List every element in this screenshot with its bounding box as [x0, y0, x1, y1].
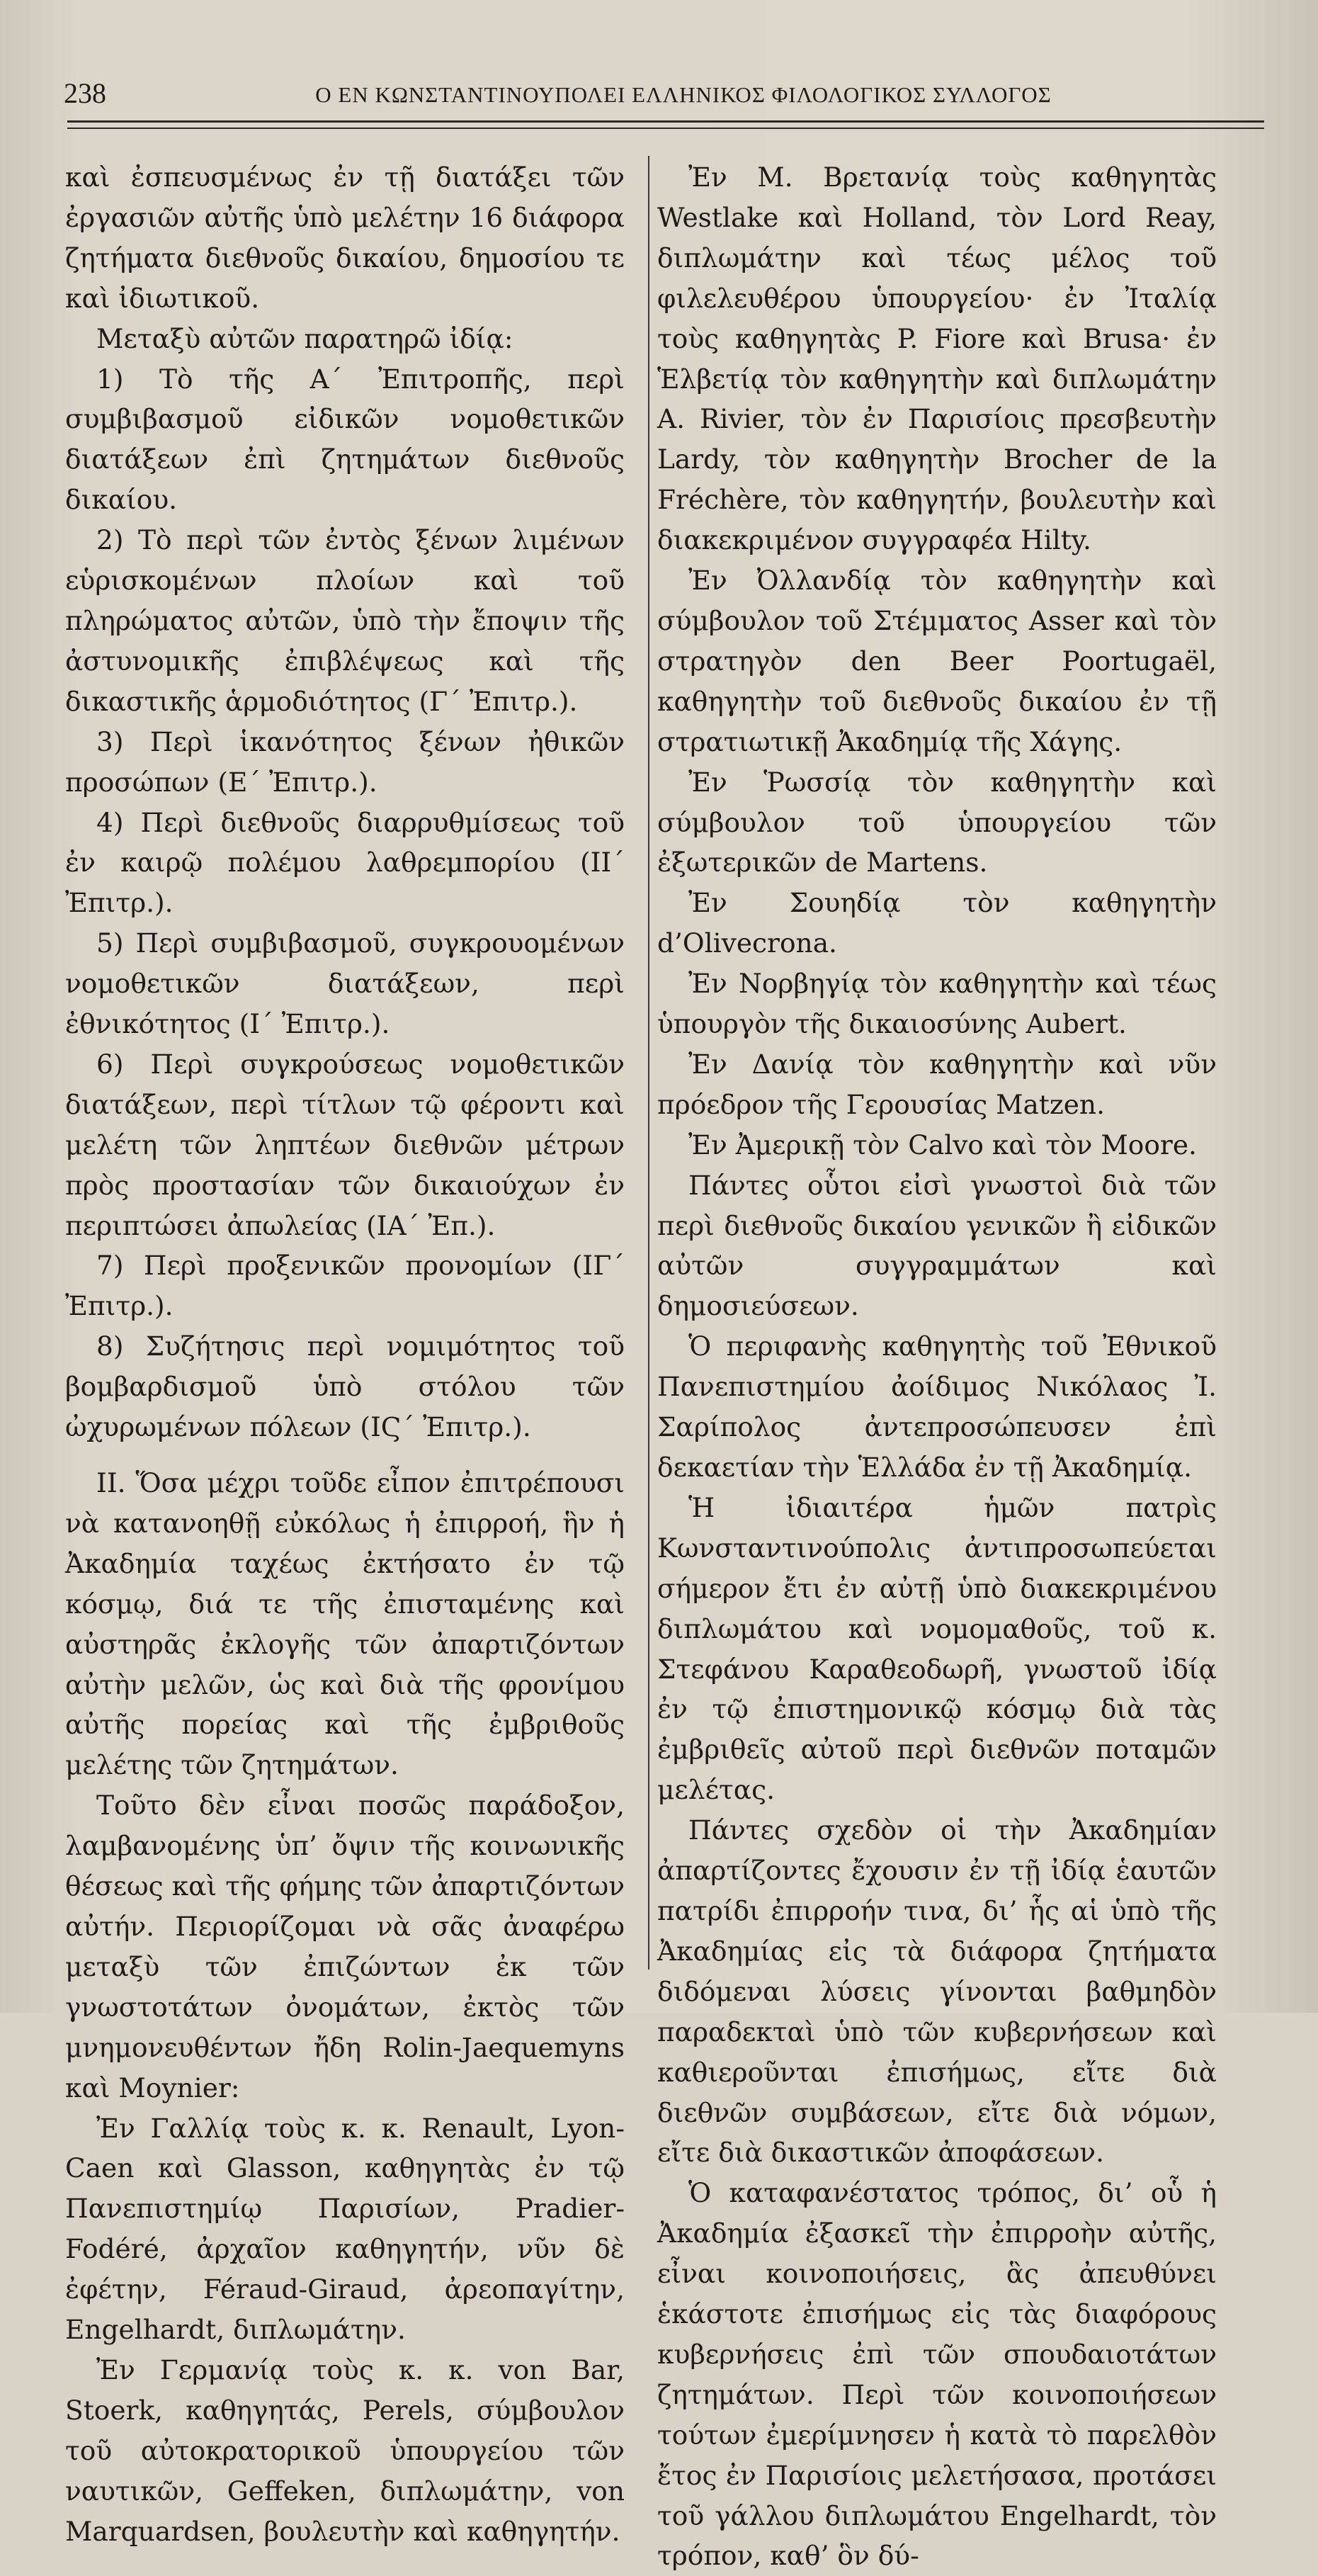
paragraph: Ἐν Σουηδίᾳ τὸν καθηγητὴν d’Olivecrona. — [657, 887, 1217, 959]
list-item: 2) Τὸ περὶ τῶν ἐντὸς ξένων λιμένων εὑρισκομένων πλοίων καὶ τοῦ πληρώματος αὐτῶν, ὑπὸ τὴν ἔποψιν τῆς ἀστυνομικῆς ἐπιβλέψεως καὶ τῆς δικαστικῆς ἁρμοδιότητος (Γ΄ Ἐπιτρ.). — [65, 524, 625, 717]
list-item: 6) Περὶ συγκρούσεως νομοθετικῶν διατάξεων, περὶ τίτλων τῷ φέροντι καὶ μελέτη τῶν ληπτέων διεθνῶν μέτρων πρὸς προστασίαν τῶν δικαιούχων ἐν περιπτώσει ἀπωλείας (ΙΑ΄ Ἐπ.). — [65, 1048, 625, 1241]
paragraph: Πάντες οὗτοι εἰσὶ γνωστοὶ διὰ τῶν περὶ διεθνοῦς δικαίου γενικῶν ἢ εἰδικῶν αὐτῶν συγγραμμάτων καὶ δημοσιεύσεων. — [657, 1169, 1217, 1322]
paragraph: Ἐν Γαλλίᾳ τοὺς κ. κ. Renault, Lyon-Caen καὶ Glasson, καθηγητὰς ἐν τῷ Πανεπιστημίῳ Παρισίων, Pradier-Fodéré, ἀρχαῖον καθηγητήν, νῦν δὲ ἐφέτην, Féraud-Giraud, ἀρεοπαγίτην, Engelhardt, διπλωμάτην. — [65, 2112, 625, 2346]
paragraph: Ἐν Ῥωσσίᾳ τὸν καθηγητὴν καὶ σύμβουλον τοῦ ὑπουργείου τῶν ἐξωτερικῶν de Martens. — [657, 766, 1217, 879]
left-column — [65, 157, 625, 2551]
paragraph: Ὁ καταφανέστατος τρόπος, δι’ οὗ ἡ Ἀκαδημία ἐξασκεῖ τὴν ἐπιρροὴν αὐτῆς, εἶναι κοινοποιήσεις, ἃς ἀπευθύνει ἑκάστοτε ἐπισήμως εἰς τὰς διαφόρους κυβερνήσεις ἐπὶ τῶν σπουδαιοτάτων ζητημάτων. Περὶ τῶν κοινοποιήσεων τούτων ἐμερίμνησεν ἡ κατὰ τὸ παρελθὸν ἔτος ἐν Παρισίοις μελετήσασα, προτάσει τοῦ γάλλου διπλωμάτου Engelhardt, τὸν τρόπον, καθ’ ὃν δύ- — [657, 2177, 1217, 2572]
list-item: 4) Περὶ διεθνοῦς διαρρυθμίσεως τοῦ ἐν καιρῷ πολέμου λαθρεμπορίου (ΙΙ΄ Ἐπιτρ.). — [65, 806, 625, 919]
paragraph: Ἐν Γερμανίᾳ τοὺς κ. κ. von Bar, Stoerk, καθηγητάς, Perels, σύμβουλον τοῦ αὐτοκρατορικοῦ ὑπουργείου τῶν ναυτικῶν, Geffeken, διπλωμάτην, von Marquardsen, βουλευτὴν καὶ καθηγητήν. — [65, 2354, 625, 2547]
page-number: 238 — [64, 77, 106, 109]
list-item: 5) Περὶ συμβιβασμοῦ, συγκρουομένων νομοθετικῶν διατάξεων, περὶ ἐθνικότητος (Ι΄ Ἐπιτρ.). — [65, 927, 625, 1040]
page-header — [64, 77, 1261, 119]
paragraph: Ὁ περιφανὴς καθηγητὴς τοῦ Ἐθνικοῦ Πανεπιστημίου ἀοίδιμος Νικόλαος Ἰ. Σαρίπολος ἀντεπροσώπευσεν ἐπὶ δεκαετίαν τὴν Ἑλλάδα ἐν τῇ Ἀκαδημίᾳ. — [657, 1331, 1217, 1483]
column-divider — [648, 156, 649, 1970]
paragraph: Ἐν Ἀμερικῇ τὸν Calvo καὶ τὸν Moore. — [688, 1129, 1197, 1160]
paragraph: Πάντες σχεδὸν οἱ τὴν Ἀκαδημίαν ἀπαρτίζοντες ἔχουσιν ἐν τῇ ἰδίᾳ ἑαυτῶν πατρίδι ἐπιρροήν τινα, δι’ ἧς αἱ ὑπὸ τῆς Ἀκαδημίας εἰς τὰ διάφορα ζητήματα διδόμεναι λύσεις γίνονται βαθμηδὸν παραδεκταὶ ὑπὸ τῶν κυβερνήσεων καὶ καθιεροῦνται ἐπισήμως, εἴτε διὰ διεθνῶν συμβάσεων, εἴτε διὰ νόμων, εἴτε διὰ δικαστικῶν ἀποφάσεων. — [657, 1814, 1217, 2169]
list-item: 1) Τὸ τῆς Α΄ Ἐπιτροπῆς, περὶ συμβιβασμοῦ εἰδικῶν νομοθετικῶν διατάξεων ἐπὶ ζητημάτων διεθνοῦς δικαίου. — [65, 363, 625, 516]
paragraph: Ἡ ἰδιαιτέρα ἡμῶν πατρὶς Κωνσταντινούπολις ἀντιπροσωπεύεται σήμερον ἔτι ἐν αὐτῇ ὑπὸ διακεκριμένου διπλωμάτου καὶ νομομαθοῦς, τοῦ κ. Στεφάνου Καραθεοδωρῆ, γνωστοῦ ἰδίᾳ ἐν τῷ ἐπιστημονικῷ κόσμῳ διὰ τὰς ἐμβριθεῖς αὐτοῦ περὶ διεθνῶν ποταμῶν μελέτας. — [657, 1491, 1217, 1806]
paragraph: Ἐν Νορβηγίᾳ τὸν καθηγητὴν καὶ τέως ὑπουργὸν τῆς δικαιοσύνης Aubert. — [657, 968, 1217, 1040]
list-item: 8) Συζήτησις περὶ νομιμότητος τοῦ βομβαρδισμοῦ ὑπὸ στόλου τῶν ὠχυρωμένων πόλεων (ΙϚ΄ Ἐπιτρ.). — [65, 1331, 625, 1443]
header-rule-secondary — [67, 128, 1264, 129]
list-item: 7) Περὶ προξενικῶν προνομίων (ΙΓ΄ Ἐπιτρ.). — [65, 1250, 625, 1322]
list-item: 3) Περὶ ἱκανότητος ξένων ἠθικῶν προσώπων (Ε΄ Ἐπιτρ.). — [65, 725, 625, 798]
paragraph: καὶ ἐσπευσμένως ἐν τῇ διατάξει τῶν ἐργασιῶν αὐτῆς ὑπὸ μελέτην 16 διάφορα ζητήματα διεθνοῦς δικαίου, δημοσίου τε καὶ ἰδιωτικοῦ. — [65, 162, 625, 314]
paragraph: Τοῦτο δὲν εἶναι ποσῶς παράδοξον, λαμβανομένης ὑπ’ ὄψιν τῆς κοινωνικῆς θέσεως καὶ τῆς φήμης τῶν ἀπαρτιζόντων αὐτήν. Περιορίζομαι νὰ σᾶς ἀναφέρω μεταξὺ τῶν ἐπιζώντων ἐκ τῶν γνωστοτάτων ὀνομάτων, ἐκτὸς τῶν μνημονευθέντων ἤδη Rolin-Jaequemyns καὶ Moynier: — [65, 1790, 625, 2103]
paragraph: Ἐν Δανίᾳ τὸν καθηγητὴν καὶ νῦν πρόεδρον τῆς Γερουσίας Matzen. — [657, 1048, 1217, 1120]
running-head: Ο ΕΝ ΚΩΝΣΤΑΝΤΙΝΟΥΠΟΛΕΙ ΕΛΛΗΝΙΚΟΣ ΦΙΛΟΛΟΓΙΚΟΣ ΣΥΛΛΟΓΟΣ — [315, 82, 1052, 107]
section-paragraph: ΙΙ. Ὅσα μέχρι τοῦδε εἶπον ἐπιτρέπουσι νὰ κατανοηθῇ εὐκόλως ἡ ἐπιρροή, ἣν ἡ Ἀκαδημία ταχέως ἐκτήσατο ἐν τῷ κόσμῳ, διά τε τῆς ἐπισταμένης καὶ αὐστηρᾶς ἐκλογῆς τῶν ἀπαρτιζόντων αὐτὴν μελῶν, ὡς καὶ διὰ τῆς φρονίμου αὐτῆς πορείας καὶ τῆς ἐμβριθοῦς μελέτης τῶν ζητημάτων. — [65, 1467, 625, 1781]
paragraph: Μεταξὺ αὐτῶν παρατηρῶ ἰδίᾳ: — [96, 322, 513, 354]
paragraph: Ἐν Μ. Βρετανίᾳ τοὺς καθηγητὰς Westlake καὶ Holland, τὸν Lord Reay, διπλωμάτην καὶ τέως μέλος τοῦ φιλελευθέρου ὑπουργείου· ἐν Ἰταλίᾳ τοὺς καθηγητὰς P. Fiore καὶ Brusa· ἐν Ἑλβετίᾳ τὸν καθηγητὴν καὶ διπλωμάτην A. Rivier, τὸν ἐν Παρισίοις πρεσβευτὴν Lardy, τὸν καθηγητὴν Brocher de la Fréchère, τὸν καθηγητήν, βουλευτὴν καὶ διακεκριμένον συγγραφέα Hilty. — [657, 162, 1217, 556]
header-rule — [67, 120, 1264, 123]
right-column — [657, 157, 1217, 2576]
paragraph: Ἐν Ὀλλανδίᾳ τὸν καθηγητὴν καὶ σύμβουλον τοῦ Στέμματος Asser καὶ τὸν στρατηγὸν den Beer Poortugaël, καθηγητὴν τοῦ διεθνοῦς δικαίου ἐν τῇ στρατιωτικῇ Ἀκαδημίᾳ τῆς Χάγης. — [657, 565, 1217, 757]
